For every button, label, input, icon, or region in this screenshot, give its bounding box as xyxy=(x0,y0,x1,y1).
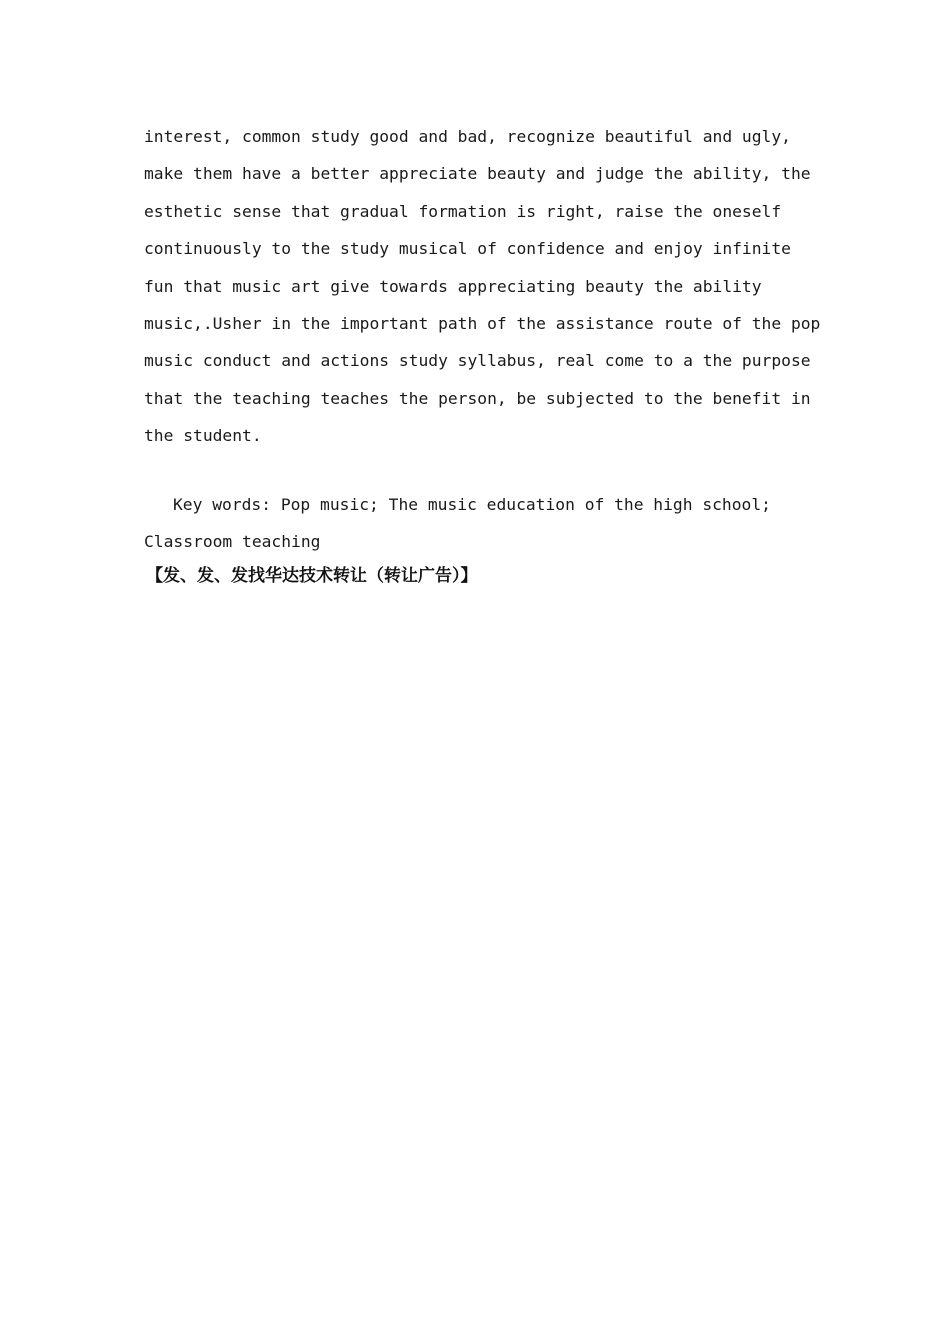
abstract-body xyxy=(144,118,824,455)
abstract-line: music conduct and actions study syllabus, real come to a the purpose xyxy=(144,351,811,371)
abstract-line: continuously to the study musical of confidence and enjoy infinite xyxy=(144,239,791,259)
abstract-line: that the teaching teaches the person, be subjected to the benefit in xyxy=(144,388,811,408)
abstract-line: make them have a better appreciate beauty and judge the ability, the xyxy=(144,164,811,184)
abstract-line: music,.Usher in the important path of the assistance route of the pop xyxy=(144,313,821,333)
keywords-line: Classroom teaching xyxy=(144,532,321,552)
abstract-line: interest, common study good and bad, recognize beautiful and ugly, xyxy=(144,127,791,146)
abstract-line: esthetic sense that gradual formation is right, raise the oneself xyxy=(144,201,782,221)
advertisement-link[interactable]: 【发、发、发找华达技术转让（转让广告）】 xyxy=(146,566,478,586)
keywords-line: Key words: Pop music; The music education of the high school; xyxy=(173,495,771,514)
abstract-line: fun that music art give towards appreciating beauty the ability xyxy=(144,276,762,296)
abstract-line: the student. xyxy=(144,426,262,446)
keywords-paragraph xyxy=(144,486,824,561)
